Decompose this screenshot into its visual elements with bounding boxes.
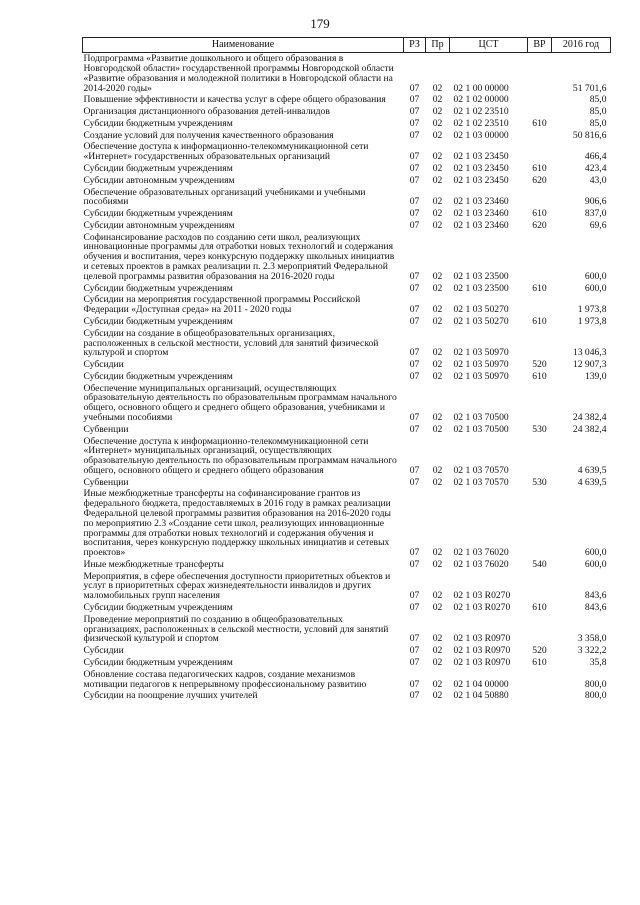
cell-pr: 02 [432,282,443,294]
table-row [83,559,611,571]
cell-name: Субсидии бюджетным учреждениям [83,208,233,220]
cell-vr: 610 [532,163,547,174]
table-row [83,316,611,328]
cell-cst: 02 1 04 50880 [453,690,509,702]
cell-cst: 02 1 03 70500 [453,423,509,435]
cell-sum: 600,0 [584,558,607,570]
table-row [83,294,611,316]
column-header-pr: Пр [426,38,450,53]
table-row [83,141,611,163]
cell-vr [528,571,552,602]
cell-sum: 13 046,3 [572,347,607,359]
cell-pr: 02 [432,678,443,690]
cell-cst: 02 1 03 23450 [453,163,509,174]
cell-pr: 02 [432,106,443,118]
cell-cst: 02 1 03 70500 [453,411,509,423]
cell-vr [528,53,552,95]
cell-rz: 07 [409,411,420,423]
cell-cst: 02 1 03 23450 [453,174,509,186]
cell-name: Субсидии бюджетным учреждениям [83,117,233,129]
table-row [83,220,611,232]
table-row [83,371,611,383]
cell-cst: 02 1 03 50270 [453,304,509,316]
cell-name: Субсидии бюджетным учреждениям [83,282,233,294]
table-row [83,208,611,220]
cell-sum: 4 639,5 [577,464,607,476]
table-row [83,436,611,477]
table-row [83,106,611,118]
cell-rz: 07 [409,678,420,690]
cell-sum: 69,6 [589,219,607,231]
cell-sum: 843,6 [584,590,607,602]
cell-pr: 02 [432,208,443,220]
cell-vr [528,614,552,645]
cell-name: Обеспечение доступа к информационно-телекоммуникационной сети «Интернет» государственных образовательных организаций [83,141,369,163]
cell-rz: 07 [409,282,420,294]
cell-rz: 07 [409,315,420,327]
cell-sum: 800,0 [584,678,607,690]
cell-vr: 530 [532,476,547,488]
cell-cst: 02 1 03 R0270 [453,590,511,602]
cell-pr: 02 [432,94,443,106]
cell-cst: 02 1 03 23450 [453,151,509,163]
cell-name: Обеспечение доступа к информационно-телекоммуникационной сети «Интернет» муниципальных организаций, осуществляющих образовательную деятельность по образовательным программам начального общего, основного общего и среднего общего образования [83,435,397,476]
cell-pr: 02 [432,151,443,163]
cell-sum: 85,0 [589,117,607,129]
table-row [83,118,611,130]
cell-vr [528,436,552,477]
cell-cst: 02 1 03 70570 [453,476,509,488]
cell-sum: 906,6 [584,196,607,208]
cell-rz: 07 [409,219,420,231]
cell-vr: 610 [532,370,547,382]
table-row [83,477,611,489]
cell-cst: 02 1 03 23460 [453,196,509,208]
cell-cst: 02 1 04 00000 [453,678,509,690]
cell-cst: 02 1 03 70570 [453,464,509,476]
table-row [83,602,611,614]
cell-sum: 50 816,6 [572,129,607,141]
cell-rz: 07 [409,196,420,208]
cell-sum: 600,0 [584,547,607,559]
cell-rz: 07 [409,423,420,435]
cell-rz: 07 [409,94,420,106]
cell-pr: 02 [432,423,443,435]
cell-cst: 02 1 03 R0970 [453,633,511,645]
cell-name: Субсидии [83,645,124,657]
cell-vr [528,232,552,283]
table-row [83,571,611,602]
cell-rz: 07 [409,370,420,382]
cell-name: Подпрограмма «Развитие дошкольного и общего образования в Новгородской области» государственной программы Новгородской области «Развитие образования и молодежной политики в Новгородской области на 2014-2020 годы» [83,53,394,94]
cell-sum: 843,6 [584,602,607,614]
cell-vr [528,383,552,424]
cell-vr [528,141,552,163]
cell-sum: 51 701,6 [572,82,607,94]
cell-sum: 4 639,5 [577,476,607,488]
cell-rz: 07 [409,163,420,174]
cell-name: Субсидии на поощрение лучших учителей [83,690,258,702]
cell-name: Обновление состава педагогических кадров, создание механизмов мотивации педагогов к непрерывному профессиональному развитию [83,668,367,690]
cell-cst: 02 1 03 R0970 [453,656,511,668]
cell-rz: 07 [409,106,420,118]
cell-sum: 24 382,4 [572,423,607,435]
table-row [83,383,611,424]
column-header-rz: РЗ [404,38,426,53]
cell-cst: 02 1 02 00000 [453,94,509,106]
cell-pr: 02 [432,129,443,141]
cell-pr: 02 [432,547,443,559]
table-row [83,645,611,657]
cell-cst: 02 1 03 23460 [453,219,509,231]
cell-cst: 02 1 03 76020 [453,558,509,570]
cell-vr: 610 [532,208,547,220]
cell-sum: 24 382,4 [572,411,607,423]
cell-pr: 02 [432,464,443,476]
cell-name: Повышение эффективности и качества услуг в сфере общего образования [83,94,386,106]
cell-sum: 139,0 [584,370,607,382]
column-header-vr: ВР [528,38,552,53]
cell-vr [528,328,552,359]
cell-sum: 35,8 [589,656,607,668]
cell-rz: 07 [409,174,420,186]
cell-sum: 3 358,0 [577,633,607,645]
cell-pr: 02 [432,370,443,382]
column-header-name: Наименование [83,38,404,53]
cell-pr: 02 [432,82,443,94]
cell-pr: 02 [432,590,443,602]
cell-rz: 07 [409,645,420,657]
cell-cst: 02 1 03 76020 [453,547,509,559]
cell-name: Мероприятия, в сфере обеспечения доступности приоритетных объектов и услуг в приоритетных сферах жизнедеятельности инвалидов и других маломобильных групп населения [83,570,391,602]
cell-pr: 02 [432,411,443,423]
cell-name: Субсидии на создание в общеобразовательных организациях, расположенных в сельской местности, условий для занятий физической культурой и спортом [83,327,379,359]
cell-name: Софинансирование расходов по созданию сети школ, реализующих инновационные программы для отработки новых технологий и содержания обучения и воспитания, через конкурсную поддержку школьных инициатив и сетевых проектов в рамках реализации п. 2.3 мероприятий Федеральной целевой программы развития образования на 2016-2020 годы [83,231,395,282]
cell-pr: 02 [432,359,443,371]
cell-vr: 540 [532,558,547,570]
cell-sum: 600,0 [584,282,607,294]
cell-pr: 02 [432,476,443,488]
cell-name: Субвенции [83,423,129,435]
cell-name: Субсидии бюджетным учреждениям [83,163,233,174]
cell-sum: 43,0 [589,174,607,186]
cell-vr [528,669,552,691]
cell-vr: 610 [532,656,547,668]
cell-name: Субвенции [83,476,129,488]
cell-name: Субсидии бюджетным учреждениям [83,315,233,327]
cell-cst: 02 1 02 23510 [453,106,509,118]
cell-sum: 1 973,8 [577,315,607,327]
cell-vr [528,690,552,702]
cell-cst: 02 1 03 R0270 [453,602,511,614]
cell-vr [528,294,552,316]
cell-pr: 02 [432,117,443,129]
cell-vr: 620 [532,174,547,186]
cell-sum: 800,0 [584,690,607,702]
cell-rz: 07 [409,304,420,316]
cell-cst: 02 1 03 50970 [453,359,509,371]
table-row [83,657,611,669]
cell-sum: 12 907,3 [572,359,607,371]
table-row [83,94,611,106]
table-row [83,175,611,187]
cell-name: Субсидии бюджетным учреждениям [83,370,233,382]
cell-name: Организация дистанционного образования детей-инвалидов [83,106,330,118]
cell-rz: 07 [409,208,420,220]
cell-rz: 07 [409,347,420,359]
cell-vr [528,187,552,209]
cell-rz: 07 [409,464,420,476]
budget-table [82,37,611,702]
cell-name: Субсидии на мероприятия государственной программы Российской Федерации «Доступная среда» на 2011 - 2020 годы [83,294,361,316]
table-row [83,359,611,371]
cell-name: Субсидии бюджетным учреждениям [83,656,233,668]
cell-pr: 02 [432,304,443,316]
cell-rz: 07 [409,633,420,645]
cell-sum: 3 322,2 [577,645,607,657]
cell-vr [528,488,552,558]
cell-name: Обеспечение образовательных организаций учебниками и учебными пособиями [83,186,366,208]
cell-rz: 07 [409,656,420,668]
cell-vr: 610 [532,282,547,294]
cell-name: Субсидии бюджетным учреждениям [83,602,233,614]
cell-pr: 02 [432,196,443,208]
cell-sum: 600,0 [584,270,607,282]
cell-cst: 02 1 02 23510 [453,117,509,129]
table-row [83,163,611,175]
cell-cst: 02 1 03 23500 [453,270,509,282]
cell-name: Субсидии автономным учреждениям [83,174,235,186]
cell-vr [528,106,552,118]
cell-pr: 02 [432,602,443,614]
cell-vr: 520 [532,645,547,657]
cell-pr: 02 [432,219,443,231]
cell-cst: 02 1 03 00000 [453,129,509,141]
cell-rz: 07 [409,547,420,559]
cell-sum: 1 973,8 [577,304,607,316]
cell-name: Проведение мероприятий по созданию в общеобразовательных организациях, расположенных в сельской местности, условий для занятий физической культурой и спортом [83,613,389,645]
table-row [83,669,611,691]
cell-vr: 620 [532,219,547,231]
cell-vr: 530 [532,423,547,435]
table-row [83,283,611,295]
cell-pr: 02 [432,347,443,359]
cell-sum: 423,4 [584,163,607,174]
table-row [83,328,611,359]
cell-vr [528,130,552,142]
cell-pr: 02 [432,633,443,645]
table-row [83,187,611,209]
cell-rz: 07 [409,270,420,282]
cell-vr: 610 [532,117,547,129]
cell-name: Иные межбюджетные трансферты на софинансирование грантов из федерального бюджета, предоставляемых в 2016 году в рамках реализации Федеральной целевой программы развития образования на 2016-2020 годы по мероприятию 2.3 «Создание сети школ, реализующих инновационные программы для отработки новых технологий и содержания обучения и воспитания, через конкурсную поддержку школьных инициатив и сетевых проектов» [83,488,392,559]
cell-rz: 07 [409,476,420,488]
cell-cst: 02 1 03 23500 [453,282,509,294]
cell-rz: 07 [409,558,420,570]
cell-rz: 07 [409,82,420,94]
cell-rz: 07 [409,590,420,602]
cell-cst: 02 1 03 50970 [453,370,509,382]
cell-cst: 02 1 00 00000 [453,82,509,94]
cell-pr: 02 [432,656,443,668]
cell-vr: 610 [532,602,547,614]
cell-sum: 466,4 [584,151,607,163]
table-row [83,130,611,142]
cell-pr: 02 [432,645,443,657]
table-body [83,53,611,702]
cell-name: Иные межбюджетные трансферты [83,558,224,570]
table-row [83,614,611,645]
cell-pr: 02 [432,270,443,282]
column-header-cst: ЦСТ [450,38,528,53]
cell-rz: 07 [409,129,420,141]
cell-name: Обеспечение муниципальных организаций, осуществляющих образовательную деятельность по образовательным программам начального общего, основного общего и среднего общего образования, учебниками и учебными пособиями [83,382,397,423]
cell-pr: 02 [432,163,443,174]
cell-sum: 85,0 [589,106,607,118]
cell-cst: 02 1 03 R0970 [453,645,511,657]
table-row [83,488,611,558]
cell-cst: 02 1 03 23460 [453,208,509,220]
table-header-row [83,38,611,53]
table-row [83,424,611,436]
table-row [83,232,611,283]
table-row [83,53,611,95]
cell-name: Субсидии [83,359,124,371]
cell-pr: 02 [432,174,443,186]
cell-pr: 02 [432,690,443,702]
cell-pr: 02 [432,315,443,327]
cell-rz: 07 [409,117,420,129]
cell-rz: 07 [409,359,420,371]
cell-cst: 02 1 03 50270 [453,315,509,327]
cell-name: Создание условий для получения качественного образования [83,129,334,141]
cell-rz: 07 [409,602,420,614]
cell-rz: 07 [409,151,420,163]
page-number: 179 [310,16,330,31]
table-row [83,690,611,702]
cell-rz: 07 [409,690,420,702]
cell-pr: 02 [432,558,443,570]
cell-vr [528,94,552,106]
cell-name: Субсидии автономным учреждениям [83,219,235,231]
cell-sum: 85,0 [589,94,607,106]
cell-vr: 610 [532,315,547,327]
cell-vr: 520 [532,359,547,371]
cell-cst: 02 1 03 50970 [453,347,509,359]
cell-sum: 837,0 [584,208,607,220]
column-header-year: 2016 год [552,38,611,53]
